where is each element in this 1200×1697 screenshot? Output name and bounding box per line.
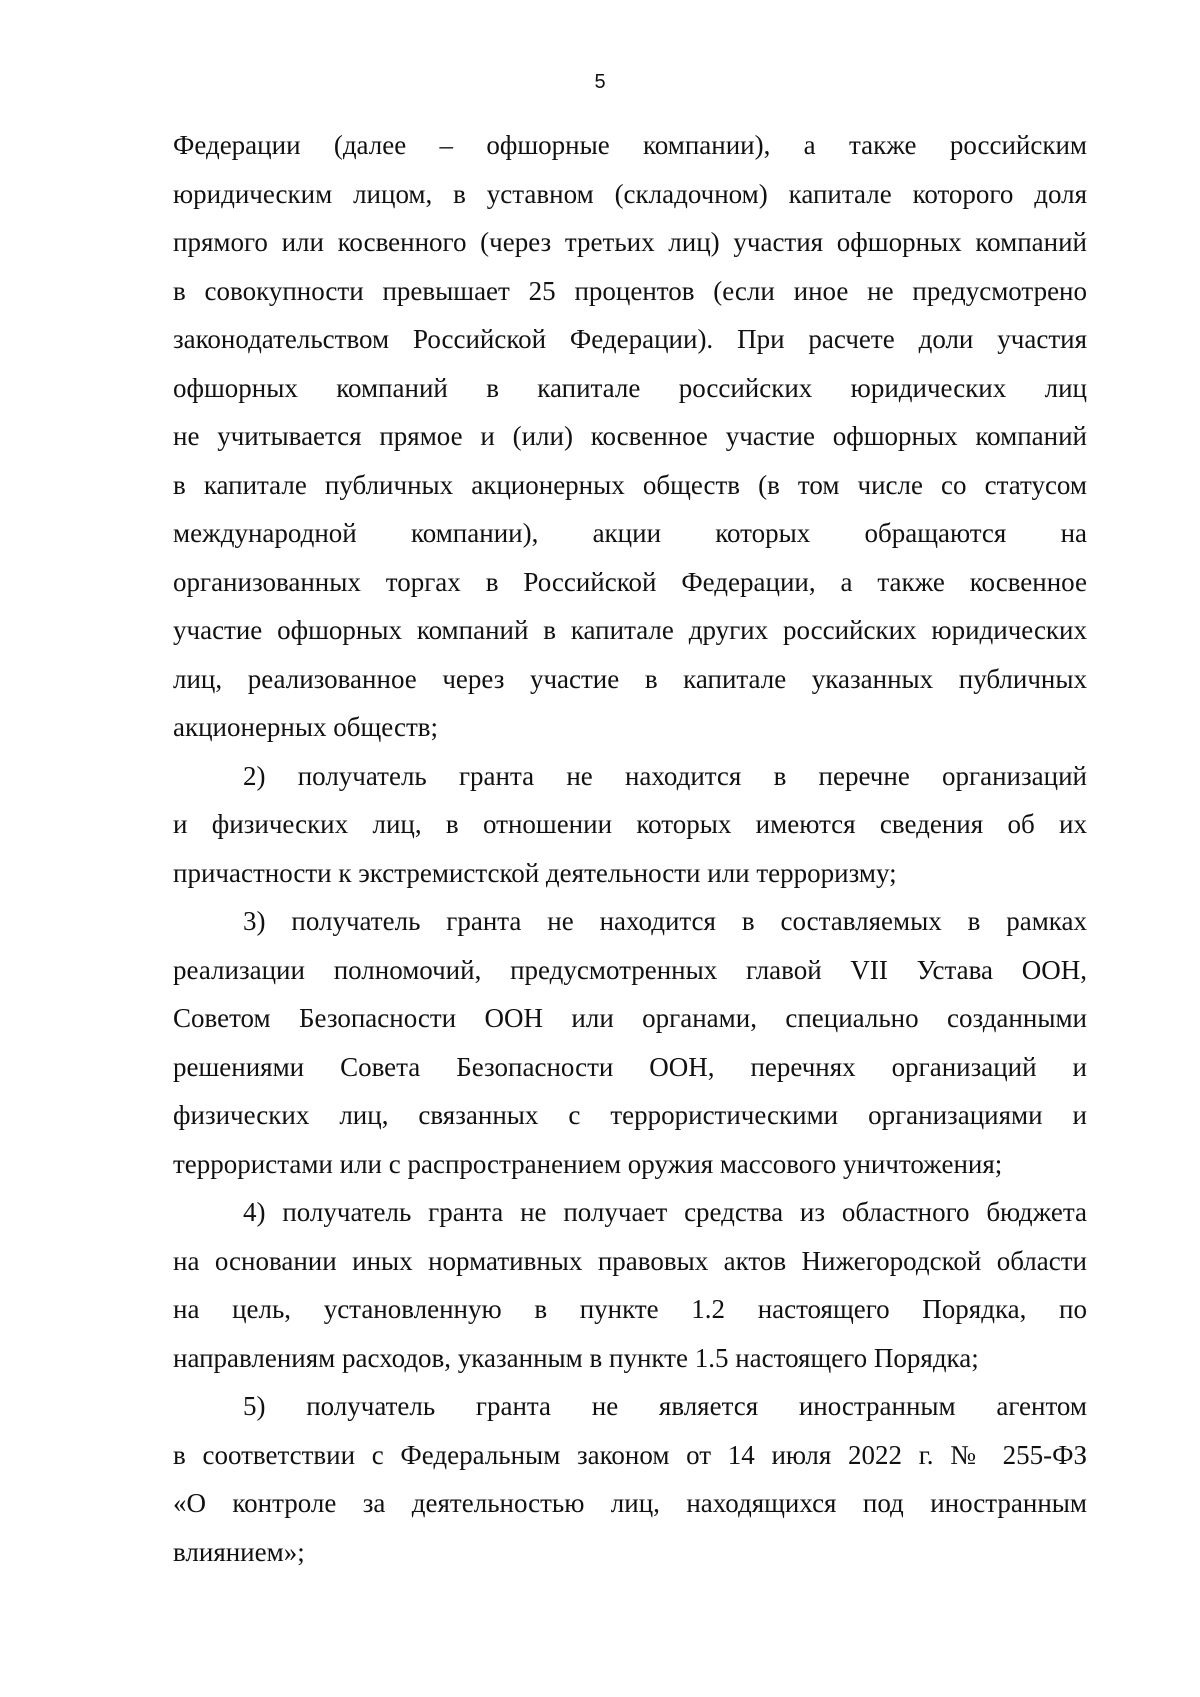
text-line: в капитале публичных акционерных обществ (в том числе со статусом xyxy=(173,469,1087,500)
text-line: и физических лиц, в отношении которых имеются сведения об их xyxy=(173,809,1087,839)
text-line: юридическим лицом, в уставном (складочном) капитале которого доля xyxy=(173,178,1087,209)
text-line: организованных торгах в Российской Федерации, а также косвенное xyxy=(173,566,1087,597)
text-line: «О контроле за деятельностью лиц, находящихся под иностранным xyxy=(173,1488,1087,1518)
text-line: участие офшорных компаний в капитале других российских юридических xyxy=(173,615,1087,645)
page-number: 5 xyxy=(594,71,606,93)
text-line: причастности к экстремистской деятельности или терроризму; xyxy=(173,857,897,888)
paragraph-item-5 xyxy=(173,1382,1087,1576)
text-line: направлениям расходов, указанным в пункте 1.5 настоящего Порядка; xyxy=(173,1342,979,1373)
document-body xyxy=(173,121,1087,1576)
text-line: прямого или косвенного (через третьих лиц) участия офшорных компаний xyxy=(173,227,1087,257)
text-line: международной компании), акции которых обращаются на xyxy=(173,518,1087,548)
paragraph-item-3 xyxy=(173,897,1087,1188)
text-line: физических лиц, связанных с террористическими организациями и xyxy=(173,1100,1087,1130)
text-line: Советом Безопасности ООН или органами, специально созданными xyxy=(173,1003,1087,1033)
text-line: 4) получатель гранта не получает средства из областного бюджета xyxy=(243,1197,1087,1227)
text-line: 3) получатель гранта не находится в составляемых в рамках xyxy=(243,906,1087,936)
text-line: не учитывается прямое и (или) косвенное участие офшорных компаний xyxy=(173,421,1087,451)
text-line: на цель, установленную в пункте 1.2 настоящего Порядка, по xyxy=(173,1294,1087,1324)
text-line: лиц, реализованное через участие в капитале указанных публичных xyxy=(173,663,1087,694)
text-line: влиянием»; xyxy=(173,1536,305,1567)
text-line: Федерации (далее – офшорные компании), а также российским xyxy=(173,130,1087,160)
paragraph-item-2 xyxy=(173,752,1087,898)
paragraph-offshore-companies xyxy=(173,121,1087,752)
text-line: 2) получатель гранта не находится в перечне организаций xyxy=(243,760,1087,791)
paragraph-item-4 xyxy=(173,1188,1087,1382)
text-line: акционерных обществ; xyxy=(173,712,438,742)
text-line: офшорных компаний в капитале российских юридических лиц xyxy=(173,372,1087,403)
text-line: реализации полномочий, предусмотренных главой VII Устава ООН, xyxy=(173,954,1087,985)
text-line: на основании иных нормативных правовых актов Нижегородской области xyxy=(173,1245,1087,1276)
text-line: в соответствии с Федеральным законом от 14 июля 2022 г. № 255-ФЗ xyxy=(173,1439,1087,1470)
text-line: в совокупности превышает 25 процентов (если иное не предусмотрено xyxy=(173,275,1087,306)
text-line: решениями Совета Безопасности ООН, перечнях организаций и xyxy=(173,1051,1087,1082)
text-line: террористами или с распространением оружия массового уничтожения; xyxy=(173,1148,1003,1179)
text-line: законодательством Российской Федерации). При расчете доли участия xyxy=(173,324,1087,354)
text-line: 5) получатель гранта не является иностранным агентом xyxy=(243,1391,1087,1421)
